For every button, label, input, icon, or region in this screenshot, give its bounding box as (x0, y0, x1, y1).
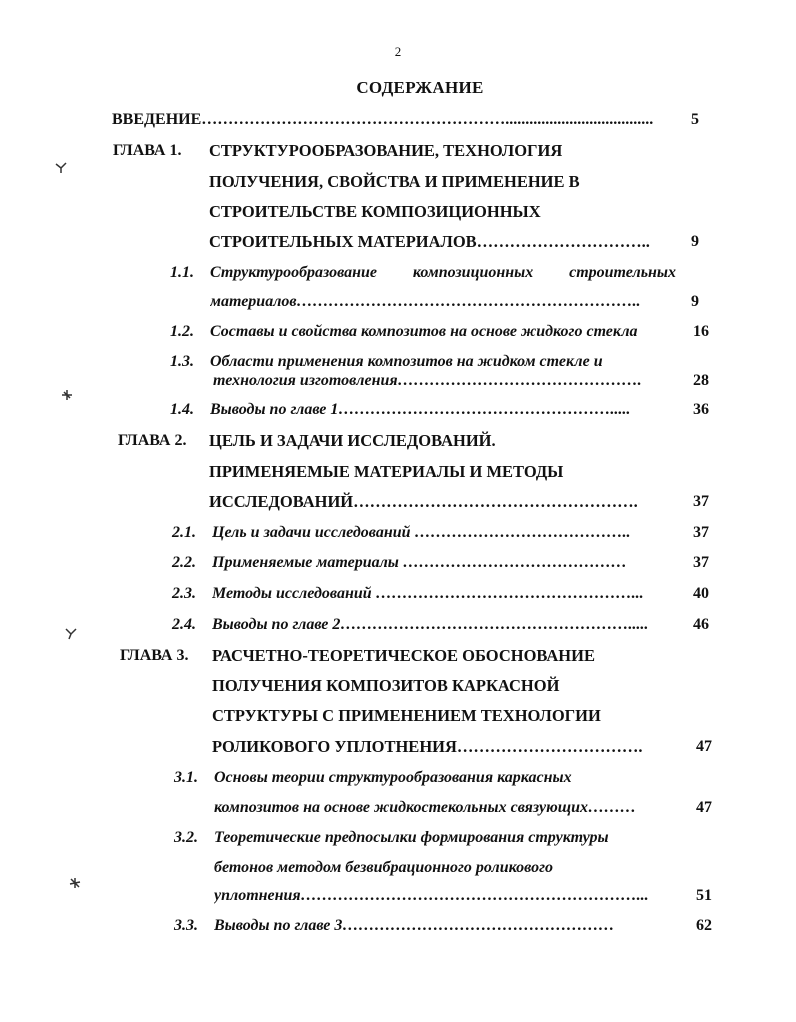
chapter-3-title-line: РОЛИКОВОГО УПЛОТНЕНИЯ……………………………. (212, 737, 643, 756)
toc-intro-page: 5 (691, 111, 699, 128)
section-1-1-page: 9 (691, 293, 699, 310)
section-3-1-page: 47 (696, 799, 712, 816)
section-3-3-number: 3.3. (174, 917, 198, 934)
scan-speck-icon (68, 876, 82, 890)
section-2-2-title: Применяемые материалы …………………………………… (212, 554, 627, 571)
chapter-1-label: ГЛАВА 1. (113, 142, 182, 159)
chapter-1-title-line: ПОЛУЧЕНИЯ, СВОЙСТВА И ПРИМЕНЕНИЕ В (209, 172, 580, 191)
section-3-1-number: 3.1. (174, 769, 198, 786)
page-number: 2 (394, 44, 402, 59)
section-2-3-page: 40 (693, 585, 709, 602)
section-2-3-number: 2.3. (172, 585, 196, 602)
section-2-3-title: Методы исследований …………………………………………... (212, 585, 644, 602)
section-1-2-number: 1.2. (170, 323, 194, 340)
section-1-1-title: Структурообразование композиционных строительных (210, 264, 676, 281)
section-1-4-number: 1.4. (170, 401, 194, 418)
toc-intro: ВВЕДЕНИЕ…………………………………………………..................................... (112, 111, 654, 128)
chapter-1-page: 9 (691, 233, 699, 250)
section-1-4-page: 36 (693, 401, 709, 418)
section-2-4-number: 2.4. (172, 616, 196, 633)
section-3-1-title: композитов на основе жидкостекольных связующих……… (214, 799, 637, 816)
section-1-3-title: технология изготовления………………………………………. (213, 372, 642, 389)
section-1-1-number: 1.1. (170, 264, 194, 281)
section-2-1-title: Цель и задачи исследований ………………………………….. (212, 524, 631, 541)
chapter-1-title-line: СТРОИТЕЛЬСТВЕ КОМПОЗИЦИОННЫХ (209, 202, 541, 221)
section-1-2-title: Составы и свойства композитов на основе жидкого стекла (210, 323, 638, 340)
section-3-2-title: Теоретические предпосылки формирования структуры (214, 829, 609, 846)
section-1-3-page: 28 (693, 372, 709, 389)
scan-speck-icon (54, 160, 68, 174)
section-2-4-title: Выводы по главе 2………………………………………………..... (212, 616, 649, 633)
section-3-2-number: 3.2. (174, 829, 198, 846)
section-3-1-title: Основы теории структурообразования каркасных (214, 769, 572, 786)
section-2-2-page: 37 (693, 554, 709, 571)
chapter-2-title-line: ПРИМЕНЯЕМЫЕ МАТЕРИАЛЫ И МЕТОДЫ (209, 462, 564, 481)
chapter-3-title-line: ПОЛУЧЕНИЯ КОМПОЗИТОВ КАРКАСНОЙ (212, 676, 560, 695)
section-2-1-number: 2.1. (172, 524, 196, 541)
section-2-1-page: 37 (693, 524, 709, 541)
chapter-1-title-line: СТРОИТЕЛЬНЫХ МАТЕРИАЛОВ………………………….. (209, 232, 650, 251)
section-3-2-title: бетонов методом безвибрационного роликового (214, 859, 553, 876)
section-3-3-page: 62 (696, 917, 712, 934)
chapter-2-label: ГЛАВА 2. (118, 432, 187, 449)
section-1-4-title: Выводы по главе 1……………………………………………..... (210, 401, 631, 418)
chapter-2-page: 37 (693, 493, 709, 510)
scan-speck-icon (60, 388, 74, 402)
chapter-3-title-line: СТРУКТУРЫ С ПРИМЕНЕНИЕМ ТЕХНОЛОГИИ (212, 706, 601, 725)
chapter-3-label: ГЛАВА 3. (120, 647, 189, 664)
section-2-4-page: 46 (693, 616, 709, 633)
section-3-2-page: 51 (696, 887, 712, 904)
chapter-2-title-line: ИССЛЕДОВАНИЙ……………………………………………. (209, 492, 638, 511)
section-3-2-title: уплотнения………………………………………………………... (214, 887, 649, 904)
chapter-3-title-line: РАСЧЕТНО-ТЕОРЕТИЧЕСКОЕ ОБОСНОВАНИЕ (212, 646, 595, 665)
chapter-2-title-line: ЦЕЛЬ И ЗАДАЧИ ИССЛЕДОВАНИЙ. (209, 431, 496, 450)
chapter-1-title-line: СТРУКТУРООБРАЗОВАНИЕ, ТЕХНОЛОГИЯ (209, 141, 563, 160)
section-3-3-title: Выводы по главе 3…………………………………………… (214, 917, 615, 934)
section-1-1-title: материалов……………………………………………………….. (210, 293, 641, 310)
section-1-3-number: 1.3. (170, 353, 194, 370)
scan-speck-icon (64, 626, 78, 640)
section-1-2-page: 16 (693, 323, 709, 340)
page-title: СОДЕРЖАНИЕ (356, 78, 484, 97)
section-1-3-title: Области применения композитов на жидком стекле и (210, 353, 603, 370)
chapter-3-page: 47 (696, 738, 712, 755)
section-2-2-number: 2.2. (172, 554, 196, 571)
